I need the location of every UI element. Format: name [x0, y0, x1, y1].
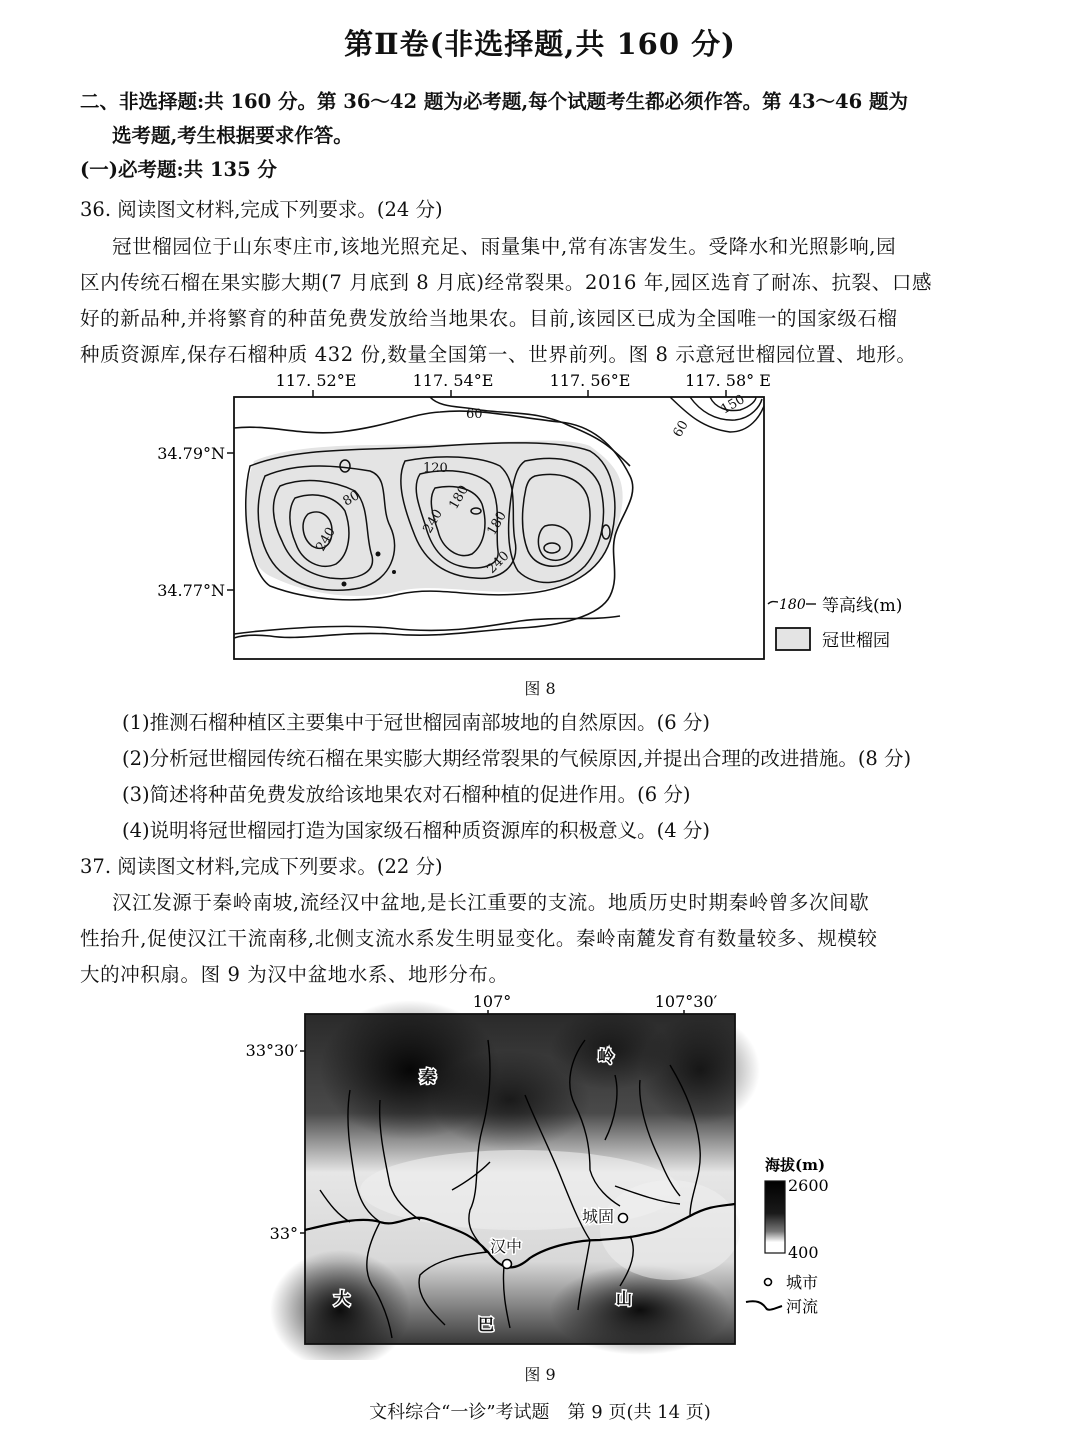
- lat-label: 34.79°N: [157, 444, 225, 463]
- legend-elevation-title: 海拔(m): [765, 1156, 826, 1174]
- q36-subquestion: (1)推测石榴种植区主要集中于冠世榴园南部坡地的自然原因。(6 分): [122, 711, 710, 734]
- lat-label: 33°30′: [245, 1041, 298, 1060]
- lon-label: 117. 58° E: [685, 371, 771, 390]
- legend-orchard-label: 冠世榴园: [822, 631, 890, 651]
- page-footer: 文科综合“一诊”考试题 第 9 页(共 14 页): [369, 1402, 711, 1423]
- q36-heading: 36. 阅读图文材料,完成下列要求。(24 分): [80, 198, 443, 221]
- q36-para-line: 好的新品种,并将繁育的种苗免费发放给当地果农。目前,该园区已成为全国唯一的国家级石榴: [80, 307, 898, 330]
- q37-heading: 37. 阅读图文材料,完成下列要求。(22 分): [80, 855, 443, 878]
- contour-label: 240: [420, 506, 446, 536]
- q37-para-line: 汉江发源于秦岭南坡,流经汉中盆地,是长江重要的支流。地质历史时期秦岭曾多次间歇: [112, 891, 870, 914]
- contour-label: 60: [466, 407, 483, 422]
- q37-para-line: 性抬升,促使汉江干流南移,北侧支流水系发生明显变化。秦岭南麓发育有数量较多、规模较: [80, 927, 878, 950]
- legend-river-icon: [746, 1301, 782, 1309]
- place-label: 岭: [598, 1047, 615, 1066]
- legend-elevation-max: 2600: [788, 1176, 829, 1195]
- figure-9-legend: [746, 1156, 829, 1316]
- contour-label: 150: [718, 392, 748, 418]
- place-label: 山: [616, 1289, 633, 1308]
- q36-para-line: 冠世榴园位于山东枣庄市,该地光照充足、雨量集中,常有冻害发生。受降水和光照影响,园: [112, 235, 897, 258]
- city-label: 汉中: [490, 1237, 523, 1256]
- city-marker-hanzhong: [503, 1260, 512, 1269]
- contour-label: 60: [670, 418, 692, 440]
- instruction-line-2: 选考题,考生根据要求作答。: [112, 124, 353, 147]
- legend-elevation-min: 400: [788, 1243, 819, 1262]
- figure-8-contour-map: [140, 366, 940, 666]
- contour-label: 240: [313, 524, 339, 554]
- q36-para-line: 区内传统石榴在果实膨大期(7 月底到 8 月底)经常裂果。2016 年,园区选育了耐冻、抗裂、口感: [80, 271, 933, 294]
- contour-label: 180: [446, 482, 472, 512]
- city-marker-chenggu: [619, 1214, 628, 1223]
- spot-height: [392, 570, 396, 574]
- q36-para-line: 种质资源库,保存石榴种质 432 份,数量全国第一、世界前列。图 8 示意冠世榴园位置、地形。: [80, 343, 917, 366]
- spot-height: [376, 552, 381, 557]
- figure-8-caption: 图 8: [524, 679, 556, 698]
- legend-river-label: 河流: [786, 1297, 819, 1316]
- contour-label: 120: [423, 461, 448, 476]
- lon-label: 117. 52°E: [275, 371, 357, 390]
- contour-label: 180: [484, 508, 510, 538]
- q37-para-line: 大的冲积扇。图 9 为汉中盆地水系、地形分布。: [80, 963, 509, 986]
- lon-label: 107°30′: [654, 992, 718, 1011]
- legend-orchard-swatch: [776, 628, 810, 650]
- contour-label: 240: [484, 548, 513, 577]
- place-label: 大: [334, 1289, 351, 1308]
- figure-9-terrain-map: [220, 990, 860, 1360]
- lon-label: 107°: [472, 992, 512, 1011]
- contour-label: 80: [340, 488, 363, 510]
- elevation-color-bar: [765, 1181, 785, 1253]
- lon-label: 117. 56°E: [549, 371, 631, 390]
- place-label: 巴: [478, 1315, 495, 1334]
- instruction-line-1: 二、非选择题:共 160 分。第 36～42 题为必考题,每个试题考生都必须作答。第 43～46 题为: [80, 90, 908, 113]
- lat-label: 33°: [269, 1224, 298, 1243]
- spot-height: [342, 582, 347, 587]
- legend-contour-label: 等高线(m): [822, 596, 903, 616]
- figure-8-legend: [768, 596, 902, 651]
- q36-subquestion: (2)分析冠世榴园传统石榴在果实膨大期经常裂果的气候原因,并提出合理的改进措施。(8 分): [122, 747, 912, 770]
- place-label: 秦: [420, 1067, 437, 1086]
- figure-9-caption: 图 9: [524, 1365, 556, 1384]
- legend-city-label: 城市: [786, 1273, 819, 1292]
- city-label: 城固: [582, 1207, 615, 1226]
- q36-subquestion: (4)说明将冠世榴园打造为国家级石榴种质资源库的积极意义。(4 分): [122, 819, 710, 842]
- lat-label: 34.77°N: [157, 581, 225, 600]
- part-heading: (一)必考题:共 135 分: [80, 158, 277, 181]
- q36-subquestion: (3)简述将种苗免费发放给该地果农对石榴种植的促进作用。(6 分): [122, 783, 691, 806]
- lon-label: 117. 54°E: [412, 371, 494, 390]
- section-title: 第Ⅱ卷(非选择题,共 160 分): [344, 27, 736, 61]
- legend-city-icon: [765, 1279, 772, 1286]
- legend-contour-sample: 180: [779, 597, 806, 613]
